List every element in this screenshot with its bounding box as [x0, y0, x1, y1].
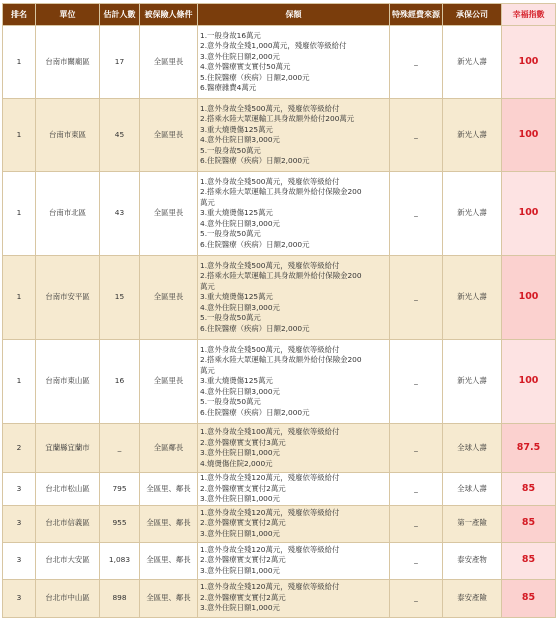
coverage-line: 3.重大燒燙傷125萬元	[200, 208, 273, 218]
unit-cell: 台南市北區	[36, 172, 100, 256]
coverage-line: 1.意外身故全殘100萬元，殘廢依等級給付	[200, 427, 340, 436]
coverage-line: 6.住院醫療（疾病）日額2,000元	[200, 156, 310, 165]
happiness-index-cell: 85	[502, 473, 556, 506]
table-row	[3, 424, 556, 473]
count-cell: 16	[100, 340, 140, 424]
company-cell: 全球人壽	[443, 473, 502, 506]
special-funding-cell: _	[390, 340, 443, 424]
table-row	[3, 340, 556, 424]
coverage-line: 1.意外身故全殘500萬元，殘廢依等級給付	[200, 344, 340, 354]
header-rank: 排名	[3, 4, 36, 26]
coverage-line: 1.意外身故全殘500萬元，殘廢依等級給付	[200, 176, 340, 186]
rank-cell: 3	[3, 542, 36, 579]
rank-cell: 3	[3, 473, 36, 506]
coverage-line: 1.意外身故全殘120萬元，殘廢依等級給付	[200, 544, 340, 554]
coverage-line: 5.一般身故50萬元	[200, 397, 261, 407]
condition-cell: 全區里、鄰長	[140, 579, 198, 617]
unit-cell: 台北市中山區	[36, 579, 100, 617]
coverage-line: 1.意外身故全殘120萬元，殘廢依等級給付	[200, 507, 340, 517]
special-funding-cell: _	[390, 26, 443, 99]
coverage-line: 2.搭乘水陸大眾運輸工具身故額外給付200萬元	[200, 114, 355, 123]
special-funding-cell: _	[390, 505, 443, 542]
coverage-line: 3.重大燒燙傷125萬元	[200, 376, 273, 386]
rank-cell: 1	[3, 172, 36, 256]
unit-cell: 台北市松山區	[36, 473, 100, 506]
coverage-cell	[198, 473, 390, 506]
happiness-index-cell: 100	[502, 340, 556, 424]
insurance-ranking-table	[2, 3, 556, 618]
condition-cell: 全區里長	[140, 340, 198, 424]
table-row	[3, 542, 556, 579]
unit-cell: 台北市大安區	[36, 542, 100, 579]
count-cell: _	[100, 424, 140, 473]
coverage-line: 4.意外住院日額3,000元	[200, 135, 280, 144]
rank-cell: 1	[3, 256, 36, 340]
condition-cell: 全區里、鄰長	[140, 505, 198, 542]
special-funding-cell: _	[390, 256, 443, 340]
coverage-cell	[198, 172, 390, 256]
coverage-line: 1.意外身故全殘500萬元，殘廢依等級給付	[200, 103, 340, 113]
header-company: 承保公司	[443, 4, 502, 26]
happiness-index-cell: 85	[502, 579, 556, 617]
rank-cell: 1	[3, 99, 36, 172]
coverage-cell	[198, 579, 390, 617]
unit-cell: 台南市東區	[36, 99, 100, 172]
special-funding-cell: _	[390, 424, 443, 473]
header-special-funding: 特殊經費來源	[390, 4, 443, 26]
header-row	[3, 4, 556, 26]
coverage-line: 4.燒燙傷住院2,000元	[200, 458, 273, 468]
happiness-index-cell: 87.5	[502, 424, 556, 473]
coverage-line: 1.一般身故16萬元	[200, 30, 261, 40]
unit-cell: 台北市信義區	[36, 505, 100, 542]
happiness-index-cell: 85	[502, 505, 556, 542]
company-cell: 新光人壽	[443, 26, 502, 99]
coverage-cell	[198, 256, 390, 340]
count-cell: 17	[100, 26, 140, 99]
coverage-line: 2.搭乘水陸大眾運輸工具身故額外給付保險金200	[200, 355, 362, 365]
condition-cell: 全區里長	[140, 26, 198, 99]
header-happiness-index: 幸福指數	[502, 4, 556, 26]
coverage-line: 2.意外身故全殘1,000萬元，殘廢依等級給付	[200, 41, 347, 50]
coverage-line: 3.意外住院日額1,000元	[200, 528, 280, 538]
condition-cell: 全區里、鄰長	[140, 542, 198, 579]
special-funding-cell: _	[390, 99, 443, 172]
coverage-line: 6.住院醫療（疾病）日額2,000元	[200, 323, 310, 333]
happiness-index-cell: 85	[502, 542, 556, 579]
coverage-cell	[198, 542, 390, 579]
coverage-line: 4.意外住院日額3,000元	[200, 386, 280, 396]
count-cell: 795	[100, 473, 140, 506]
coverage-line: 1.意外身故全殘120萬元，殘廢依等級給付	[200, 582, 340, 592]
coverage-line: 5.一般身故50萬元	[200, 145, 261, 155]
company-cell: 新光人壽	[443, 256, 502, 340]
count-cell: 1,083	[100, 542, 140, 579]
special-funding-cell: _	[390, 473, 443, 506]
coverage-line: 萬元	[200, 281, 215, 291]
coverage-line: 6.住院醫療（疾病）日額2,000元	[200, 239, 310, 249]
coverage-line: 2.意外醫療實支實付2萬元	[200, 518, 286, 528]
table-row	[3, 172, 556, 256]
rank-cell: 1	[3, 340, 36, 424]
condition-cell: 全區里長	[140, 99, 198, 172]
header-count: 估計人數	[100, 4, 140, 26]
coverage-line: 6.醫療雜費4萬元	[200, 83, 257, 92]
table-row	[3, 99, 556, 172]
company-cell: 全球人壽	[443, 424, 502, 473]
happiness-index-cell: 100	[502, 99, 556, 172]
coverage-line: 2.意外醫療實支實付3萬元	[200, 437, 286, 447]
table-row	[3, 579, 556, 617]
coverage-line: 萬元	[200, 197, 215, 207]
coverage-line: 5.一般身故50萬元	[200, 313, 261, 323]
unit-cell: 台南市安平區	[36, 256, 100, 340]
header-unit: 單位	[36, 4, 100, 26]
table-row	[3, 256, 556, 340]
company-cell: 新光人壽	[443, 172, 502, 256]
rank-cell: 2	[3, 424, 36, 473]
special-funding-cell: _	[390, 172, 443, 256]
table-row	[3, 473, 556, 506]
rank-cell: 3	[3, 579, 36, 617]
header-coverage: 保額	[198, 4, 390, 26]
coverage-line: 4.意外住院日額3,000元	[200, 302, 280, 312]
coverage-line: 萬元	[200, 365, 215, 375]
count-cell: 898	[100, 579, 140, 617]
coverage-line: 2.搭乘水陸大眾運輸工具身故額外給付保險金200	[200, 187, 362, 197]
condition-cell: 全區鄰長	[140, 424, 198, 473]
coverage-line: 5.一般身故50萬元	[200, 229, 261, 239]
coverage-line: 6.住院醫療（疾病）日額2,000元	[200, 407, 310, 417]
special-funding-cell: _	[390, 579, 443, 617]
coverage-line: 2.意外醫療實支實付2萬元	[200, 555, 286, 565]
unit-cell: 宜蘭縣宜蘭市	[36, 424, 100, 473]
coverage-line: 5.住院醫療（疾病）日額2,000元	[200, 72, 310, 82]
coverage-line: 2.意外醫療實支實付2萬元	[200, 483, 286, 493]
condition-cell: 全區里長	[140, 256, 198, 340]
coverage-line: 3.意外住院日額1,000元	[200, 603, 280, 613]
rank-cell: 3	[3, 505, 36, 542]
happiness-index-cell: 100	[502, 172, 556, 256]
coverage-line: 3.重大燒燙傷125萬元	[200, 124, 273, 134]
rank-cell: 1	[3, 26, 36, 99]
count-cell: 43	[100, 172, 140, 256]
coverage-line: 2.意外醫療實支實付2萬元	[200, 592, 286, 602]
table-row	[3, 505, 556, 542]
coverage-line: 3.意外住院日額1,000元	[200, 494, 280, 503]
count-cell: 955	[100, 505, 140, 542]
happiness-index-cell: 100	[502, 256, 556, 340]
coverage-line: 1.意外身故全殘120萬元，殘廢依等級給付	[200, 473, 340, 482]
company-cell: 第一產險	[443, 505, 502, 542]
count-cell: 45	[100, 99, 140, 172]
company-cell: 新光人壽	[443, 340, 502, 424]
company-cell: 泰安產物	[443, 542, 502, 579]
coverage-cell	[198, 340, 390, 424]
coverage-cell	[198, 99, 390, 172]
coverage-line: 3.重大燒燙傷125萬元	[200, 292, 273, 302]
unit-cell: 台南市關廟區	[36, 26, 100, 99]
coverage-line: 3.意外住院日額2,000元	[200, 51, 280, 61]
table-row	[3, 26, 556, 99]
coverage-line: 2.搭乘水陸大眾運輸工具身故額外給付保險金200	[200, 271, 362, 281]
company-cell: 泰安產險	[443, 579, 502, 617]
coverage-cell	[198, 424, 390, 473]
coverage-line: 3.意外住院日額1,000元	[200, 565, 280, 575]
condition-cell: 全區里長	[140, 172, 198, 256]
header-condition: 被保險人條件	[140, 4, 198, 26]
coverage-line: 4.意外住院日額3,000元	[200, 218, 280, 228]
special-funding-cell: _	[390, 542, 443, 579]
coverage-line: 3.意外住院日額1,000元	[200, 448, 280, 457]
unit-cell: 台南市東山區	[36, 340, 100, 424]
coverage-line: 4.意外醫療實支實付50萬元	[200, 62, 291, 71]
company-cell: 新光人壽	[443, 99, 502, 172]
count-cell: 15	[100, 256, 140, 340]
condition-cell: 全區里、鄰長	[140, 473, 198, 506]
happiness-index-cell: 100	[502, 26, 556, 99]
coverage-cell	[198, 26, 390, 99]
coverage-cell	[198, 505, 390, 542]
coverage-line: 1.意外身故全殘500萬元，殘廢依等級給付	[200, 260, 340, 270]
